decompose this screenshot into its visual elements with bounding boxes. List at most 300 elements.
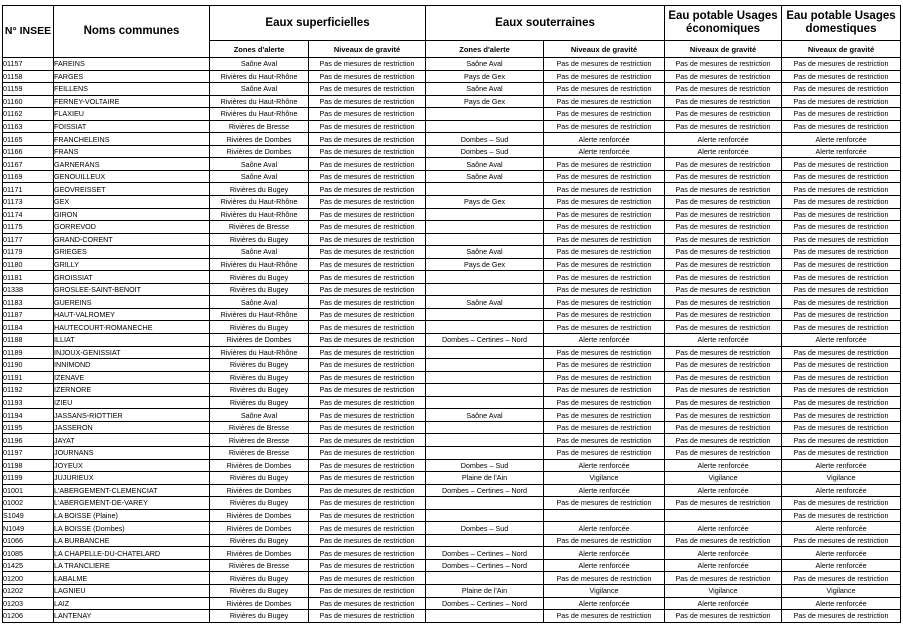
gravite-economique-cell: Pas de mesures de restriction (665, 58, 782, 71)
insee-cell: 01198 (3, 459, 54, 472)
gravite-economique-cell: Alerte renforcée (665, 559, 782, 572)
zone-superficielle-cell: Rivières du Haut-Rhône (210, 258, 309, 271)
insee-cell: 01202 (3, 584, 54, 597)
gravite-superficielle-cell: Pas de mesures de restriction (309, 145, 426, 158)
commune-cell: GRAND-CORENT (54, 233, 210, 246)
commune-cell: GROSLEE-SAINT-BENOIT (54, 283, 210, 296)
gravite-superficielle-cell: Pas de mesures de restriction (309, 572, 426, 585)
gravite-domestique-cell: Vigilance (782, 584, 901, 597)
commune-cell: GORREVOD (54, 221, 210, 234)
gravite-domestique-cell: Pas de mesures de restriction (782, 509, 901, 522)
gravite-domestique-cell: Pas de mesures de restriction (782, 221, 901, 234)
insee-cell: 01158 (3, 70, 54, 83)
commune-cell: GUEREINS (54, 296, 210, 309)
commune-cell: FERNEY-VOLTAIRE (54, 95, 210, 108)
zone-superficielle-cell: Rivières de Dombes (210, 522, 309, 535)
restriction-table (2, 5, 901, 623)
zone-superficielle-cell: Rivières de Bresse (210, 559, 309, 572)
gravite-economique-cell: Pas de mesures de restriction (665, 208, 782, 221)
gravite-superficielle-cell: Pas de mesures de restriction (309, 271, 426, 284)
commune-cell: JASSANS-RIOTTIER (54, 409, 210, 422)
commune-cell: LA BOISSE (Dombes) (54, 522, 210, 535)
gravite-economique-cell: Vigilance (665, 472, 782, 485)
gravite-economique-cell: Pas de mesures de restriction (665, 120, 782, 133)
commune-cell: GRIEGES (54, 246, 210, 259)
zone-souterraine-cell: Dombes – Certines – Nord (426, 484, 544, 497)
commune-cell: FLAXIEU (54, 108, 210, 121)
table-row (3, 133, 901, 146)
insee-cell: 01165 (3, 133, 54, 146)
insee-cell: 01184 (3, 321, 54, 334)
gravite-souterraine-cell: Pas de mesures de restriction (544, 183, 665, 196)
zone-superficielle-cell: Rivières du Bugey (210, 472, 309, 485)
gravite-souterraine-cell: Pas de mesures de restriction (544, 359, 665, 372)
table-row (3, 58, 901, 71)
gravite-economique-cell: Pas de mesures de restriction (665, 233, 782, 246)
gravite-domestique-cell: Pas de mesures de restriction (782, 58, 901, 71)
gravite-superficielle-cell: Pas de mesures de restriction (309, 208, 426, 221)
gravite-souterraine-cell: Pas de mesures de restriction (544, 409, 665, 422)
insee-cell: 01180 (3, 258, 54, 271)
gravite-economique-cell: Pas de mesures de restriction (665, 409, 782, 422)
table-row (3, 584, 901, 597)
zone-superficielle-cell: Saône Aval (210, 170, 309, 183)
table-row (3, 308, 901, 321)
insee-cell: S1049 (3, 509, 54, 522)
gravite-domestique-cell: Pas de mesures de restriction (782, 296, 901, 309)
gravite-souterraine-cell: Pas de mesures de restriction (544, 246, 665, 259)
zone-souterraine-cell (426, 221, 544, 234)
zone-superficielle-cell: Saône Aval (210, 158, 309, 171)
insee-cell: 01338 (3, 283, 54, 296)
zone-souterraine-cell (426, 120, 544, 133)
header-eaux-souterraines: Eaux souterraines (426, 6, 665, 41)
gravite-superficielle-cell: Pas de mesures de restriction (309, 384, 426, 397)
zone-souterraine-cell (426, 321, 544, 334)
gravite-souterraine-cell: Pas de mesures de restriction (544, 371, 665, 384)
zone-souterraine-cell (426, 509, 544, 522)
table-row (3, 359, 901, 372)
gravite-souterraine-cell: Pas de mesures de restriction (544, 497, 665, 510)
subheader-niveaux-gravite: Niveaux de gravité (544, 41, 665, 58)
zone-superficielle-cell: Rivières de Dombes (210, 484, 309, 497)
gravite-superficielle-cell: Pas de mesures de restriction (309, 83, 426, 96)
gravite-domestique-cell: Pas de mesures de restriction (782, 359, 901, 372)
zone-superficielle-cell: Saône Aval (210, 246, 309, 259)
table-row (3, 472, 901, 485)
gravite-superficielle-cell: Pas de mesures de restriction (309, 421, 426, 434)
gravite-souterraine-cell: Pas de mesures de restriction (544, 158, 665, 171)
commune-cell: JASSERON (54, 421, 210, 434)
table-row (3, 446, 901, 459)
gravite-domestique-cell: Pas de mesures de restriction (782, 371, 901, 384)
gravite-superficielle-cell: Pas de mesures de restriction (309, 359, 426, 372)
zone-superficielle-cell: Rivières du Bugey (210, 384, 309, 397)
insee-cell: 01001 (3, 484, 54, 497)
gravite-superficielle-cell: Pas de mesures de restriction (309, 308, 426, 321)
zone-souterraine-cell: Saône Aval (426, 83, 544, 96)
gravite-economique-cell: Pas de mesures de restriction (665, 196, 782, 209)
insee-cell: 01002 (3, 497, 54, 510)
gravite-superficielle-cell: Pas de mesures de restriction (309, 371, 426, 384)
gravite-souterraine-cell: Pas de mesures de restriction (544, 70, 665, 83)
gravite-superficielle-cell: Pas de mesures de restriction (309, 472, 426, 485)
gravite-domestique-cell: Pas de mesures de restriction (782, 396, 901, 409)
zone-superficielle-cell: Rivières du Bugey (210, 534, 309, 547)
insee-cell: 01194 (3, 409, 54, 422)
gravite-souterraine-cell: Vigilance (544, 584, 665, 597)
insee-cell: 01181 (3, 271, 54, 284)
insee-cell: 01197 (3, 446, 54, 459)
gravite-economique-cell: Pas de mesures de restriction (665, 610, 782, 623)
table-row (3, 346, 901, 359)
gravite-domestique-cell: Alerte renforcée (782, 522, 901, 535)
gravite-superficielle-cell: Pas de mesures de restriction (309, 584, 426, 597)
zone-superficielle-cell: Rivières de Dombes (210, 547, 309, 560)
gravite-domestique-cell: Pas de mesures de restriction (782, 271, 901, 284)
zone-souterraine-cell: Dombes – Sud (426, 522, 544, 535)
zone-superficielle-cell: Rivières de Bresse (210, 434, 309, 447)
table-row (3, 283, 901, 296)
gravite-superficielle-cell: Pas de mesures de restriction (309, 196, 426, 209)
insee-cell: 01085 (3, 547, 54, 560)
zone-souterraine-cell (426, 421, 544, 434)
zone-superficielle-cell: Rivières de Bresse (210, 446, 309, 459)
zone-souterraine-cell: Dombes – Certines – Nord (426, 547, 544, 560)
zone-superficielle-cell: Rivières du Bugey (210, 359, 309, 372)
gravite-souterraine-cell: Pas de mesures de restriction (544, 346, 665, 359)
gravite-domestique-cell: Pas de mesures de restriction (782, 572, 901, 585)
zone-superficielle-cell: Rivières du Haut-Rhône (210, 108, 309, 121)
gravite-economique-cell: Pas de mesures de restriction (665, 384, 782, 397)
commune-cell: LAGNIEU (54, 584, 210, 597)
gravite-superficielle-cell: Pas de mesures de restriction (309, 459, 426, 472)
insee-cell: 01200 (3, 572, 54, 585)
commune-cell: IZERNORE (54, 384, 210, 397)
commune-cell: L'ABERGEMENT-DE-VAREY (54, 497, 210, 510)
commune-cell: HAUT-VALROMEY (54, 308, 210, 321)
table-row (3, 70, 901, 83)
gravite-souterraine-cell: Alerte renforcée (544, 597, 665, 610)
gravite-superficielle-cell: Pas de mesures de restriction (309, 396, 426, 409)
gravite-superficielle-cell: Pas de mesures de restriction (309, 497, 426, 510)
table-row (3, 108, 901, 121)
gravite-superficielle-cell: Pas de mesures de restriction (309, 547, 426, 560)
gravite-domestique-cell: Pas de mesures de restriction (782, 497, 901, 510)
table-row (3, 597, 901, 610)
insee-cell: 01179 (3, 246, 54, 259)
subheader-zones-alerte: Zones d'alerte (426, 41, 544, 58)
zone-souterraine-cell (426, 534, 544, 547)
zone-souterraine-cell (426, 446, 544, 459)
gravite-souterraine-cell: Pas de mesures de restriction (544, 221, 665, 234)
table-row (3, 534, 901, 547)
commune-cell: FRANS (54, 145, 210, 158)
table-row (3, 509, 901, 522)
commune-cell: FARGES (54, 70, 210, 83)
gravite-domestique-cell: Pas de mesures de restriction (782, 409, 901, 422)
insee-cell: 01183 (3, 296, 54, 309)
zone-souterraine-cell: Plaine de l'Ain (426, 584, 544, 597)
zone-superficielle-cell: Rivières du Bugey (210, 283, 309, 296)
gravite-economique-cell: Pas de mesures de restriction (665, 183, 782, 196)
gravite-souterraine-cell: Alerte renforcée (544, 459, 665, 472)
gravite-economique-cell: Alerte renforcée (665, 547, 782, 560)
subheader-niveaux-gravite: Niveaux de gravité (309, 41, 426, 58)
gravite-economique-cell: Pas de mesures de restriction (665, 572, 782, 585)
gravite-economique-cell: Alerte renforcée (665, 484, 782, 497)
zone-superficielle-cell: Rivières du Bugey (210, 371, 309, 384)
table-row (3, 484, 901, 497)
gravite-domestique-cell: Alerte renforcée (782, 459, 901, 472)
zone-souterraine-cell: Dombes – Sud (426, 145, 544, 158)
insee-cell: 01171 (3, 183, 54, 196)
insee-cell: 01066 (3, 534, 54, 547)
zone-superficielle-cell: Rivières du Haut-Rhône (210, 95, 309, 108)
gravite-souterraine-cell (544, 509, 665, 522)
gravite-domestique-cell: Pas de mesures de restriction (782, 170, 901, 183)
table-row (3, 258, 901, 271)
gravite-souterraine-cell: Pas de mesures de restriction (544, 308, 665, 321)
gravite-souterraine-cell: Alerte renforcée (544, 133, 665, 146)
commune-cell: GROISSIAT (54, 271, 210, 284)
gravite-souterraine-cell: Pas de mesures de restriction (544, 321, 665, 334)
gravite-souterraine-cell: Pas de mesures de restriction (544, 610, 665, 623)
gravite-domestique-cell: Alerte renforcée (782, 133, 901, 146)
zone-superficielle-cell: Saône Aval (210, 58, 309, 71)
gravite-economique-cell: Pas de mesures de restriction (665, 70, 782, 83)
gravite-domestique-cell: Pas de mesures de restriction (782, 70, 901, 83)
subheader-niveaux-gravite: Niveaux de gravité (665, 41, 782, 58)
gravite-economique-cell: Pas de mesures de restriction (665, 246, 782, 259)
insee-cell: 01196 (3, 434, 54, 447)
insee-cell: 01157 (3, 58, 54, 71)
commune-cell: JOYEUX (54, 459, 210, 472)
header-insee: N° INSEE (3, 6, 54, 58)
gravite-superficielle-cell: Pas de mesures de restriction (309, 409, 426, 422)
gravite-superficielle-cell: Pas de mesures de restriction (309, 446, 426, 459)
gravite-domestique-cell: Pas de mesures de restriction (782, 208, 901, 221)
zone-superficielle-cell: Saône Aval (210, 409, 309, 422)
zone-souterraine-cell: Saône Aval (426, 296, 544, 309)
gravite-souterraine-cell: Pas de mesures de restriction (544, 58, 665, 71)
zone-souterraine-cell (426, 208, 544, 221)
commune-cell: ILLIAT (54, 334, 210, 347)
gravite-superficielle-cell: Pas de mesures de restriction (309, 346, 426, 359)
zone-souterraine-cell: Saône Aval (426, 158, 544, 171)
zone-superficielle-cell: Rivières du Bugey (210, 584, 309, 597)
gravite-superficielle-cell: Pas de mesures de restriction (309, 108, 426, 121)
commune-cell: IZENAVE (54, 371, 210, 384)
table-row (3, 145, 901, 158)
zone-superficielle-cell: Rivières du Bugey (210, 183, 309, 196)
zone-superficielle-cell: Rivières du Haut-Rhône (210, 70, 309, 83)
gravite-superficielle-cell: Pas de mesures de restriction (309, 509, 426, 522)
gravite-superficielle-cell: Pas de mesures de restriction (309, 70, 426, 83)
gravite-economique-cell: Pas de mesures de restriction (665, 446, 782, 459)
header-commune: Noms communes (54, 6, 210, 58)
gravite-souterraine-cell: Vigilance (544, 472, 665, 485)
insee-cell: 01425 (3, 559, 54, 572)
zone-souterraine-cell: Saône Aval (426, 170, 544, 183)
zone-superficielle-cell: Saône Aval (210, 296, 309, 309)
header-eau-potable-domestiques: Eau potable Usages domestiques (782, 6, 901, 41)
zone-souterraine-cell (426, 396, 544, 409)
subheader-niveaux-gravite: Niveaux de gravité (782, 41, 901, 58)
table-row (3, 95, 901, 108)
table-row (3, 384, 901, 397)
zone-superficielle-cell: Rivières du Bugey (210, 396, 309, 409)
zone-superficielle-cell: Rivières du Bugey (210, 233, 309, 246)
zone-superficielle-cell: Rivières de Dombes (210, 334, 309, 347)
insee-cell: 01206 (3, 610, 54, 623)
gravite-souterraine-cell: Pas de mesures de restriction (544, 296, 665, 309)
gravite-economique-cell: Pas de mesures de restriction (665, 283, 782, 296)
table-row (3, 83, 901, 96)
gravite-domestique-cell: Pas de mesures de restriction (782, 83, 901, 96)
gravite-economique-cell: Pas de mesures de restriction (665, 534, 782, 547)
table-row (3, 296, 901, 309)
table-row (3, 221, 901, 234)
table-row (3, 459, 901, 472)
insee-cell: 01188 (3, 334, 54, 347)
gravite-superficielle-cell: Pas de mesures de restriction (309, 133, 426, 146)
insee-cell: 01199 (3, 472, 54, 485)
gravite-superficielle-cell: Pas de mesures de restriction (309, 170, 426, 183)
gravite-souterraine-cell: Pas de mesures de restriction (544, 572, 665, 585)
insee-cell: 01167 (3, 158, 54, 171)
table-row (3, 409, 901, 422)
table-row (3, 497, 901, 510)
zone-souterraine-cell: Dombes – Certines – Nord (426, 597, 544, 610)
gravite-economique-cell: Alerte renforcée (665, 133, 782, 146)
commune-cell: GENOUILLEUX (54, 170, 210, 183)
gravite-superficielle-cell: Pas de mesures de restriction (309, 434, 426, 447)
zone-souterraine-cell (426, 610, 544, 623)
gravite-superficielle-cell: Pas de mesures de restriction (309, 233, 426, 246)
gravite-souterraine-cell: Pas de mesures de restriction (544, 396, 665, 409)
insee-cell: 01193 (3, 396, 54, 409)
zone-superficielle-cell: Rivières de Dombes (210, 597, 309, 610)
commune-cell: JUJURIEUX (54, 472, 210, 485)
gravite-domestique-cell: Pas de mesures de restriction (782, 434, 901, 447)
table-row (3, 271, 901, 284)
gravite-souterraine-cell: Pas de mesures de restriction (544, 233, 665, 246)
gravite-economique-cell: Pas de mesures de restriction (665, 434, 782, 447)
commune-cell: GIRON (54, 208, 210, 221)
zone-souterraine-cell: Dombes – Sud (426, 459, 544, 472)
gravite-superficielle-cell: Pas de mesures de restriction (309, 158, 426, 171)
zone-superficielle-cell: Saône Aval (210, 83, 309, 96)
gravite-superficielle-cell: Pas de mesures de restriction (309, 120, 426, 133)
gravite-domestique-cell: Pas de mesures de restriction (782, 183, 901, 196)
gravite-economique-cell: Pas de mesures de restriction (665, 308, 782, 321)
gravite-souterraine-cell: Pas de mesures de restriction (544, 446, 665, 459)
zone-souterraine-cell: Plaine de l'Ain (426, 472, 544, 485)
zone-souterraine-cell: Dombes – Certines – Nord (426, 334, 544, 347)
gravite-superficielle-cell: Pas de mesures de restriction (309, 95, 426, 108)
zone-souterraine-cell (426, 359, 544, 372)
gravite-economique-cell: Pas de mesures de restriction (665, 83, 782, 96)
gravite-economique-cell: Pas de mesures de restriction (665, 421, 782, 434)
gravite-souterraine-cell: Alerte renforcée (544, 484, 665, 497)
gravite-economique-cell: Pas de mesures de restriction (665, 371, 782, 384)
gravite-superficielle-cell: Pas de mesures de restriction (309, 221, 426, 234)
gravite-superficielle-cell: Pas de mesures de restriction (309, 258, 426, 271)
commune-cell: HAUTECOURT-ROMANECHE (54, 321, 210, 334)
gravite-domestique-cell: Pas de mesures de restriction (782, 346, 901, 359)
gravite-economique-cell: Alerte renforcée (665, 459, 782, 472)
gravite-domestique-cell: Vigilance (782, 472, 901, 485)
gravite-souterraine-cell: Alerte renforcée (544, 559, 665, 572)
zone-superficielle-cell: Rivières du Haut-Rhône (210, 196, 309, 209)
table-row (3, 421, 901, 434)
gravite-souterraine-cell: Pas de mesures de restriction (544, 108, 665, 121)
gravite-domestique-cell: Pas de mesures de restriction (782, 421, 901, 434)
table-body (3, 58, 901, 623)
gravite-economique-cell: Pas de mesures de restriction (665, 258, 782, 271)
insee-cell: 01166 (3, 145, 54, 158)
gravite-superficielle-cell: Pas de mesures de restriction (309, 246, 426, 259)
table-row (3, 522, 901, 535)
zone-souterraine-cell (426, 183, 544, 196)
insee-cell: 01160 (3, 95, 54, 108)
gravite-economique-cell: Alerte renforcée (665, 597, 782, 610)
table-row (3, 396, 901, 409)
insee-cell: 01159 (3, 83, 54, 96)
gravite-domestique-cell: Alerte renforcée (782, 547, 901, 560)
commune-cell: FOISSIAT (54, 120, 210, 133)
insee-cell: 01191 (3, 371, 54, 384)
table-row (3, 547, 901, 560)
gravite-domestique-cell: Pas de mesures de restriction (782, 108, 901, 121)
zone-souterraine-cell (426, 283, 544, 296)
gravite-economique-cell: Pas de mesures de restriction (665, 296, 782, 309)
table-row (3, 371, 901, 384)
gravite-souterraine-cell: Pas de mesures de restriction (544, 421, 665, 434)
gravite-domestique-cell: Pas de mesures de restriction (782, 95, 901, 108)
gravite-economique-cell: Pas de mesures de restriction (665, 271, 782, 284)
zone-superficielle-cell: Rivières du Haut-Rhône (210, 308, 309, 321)
gravite-souterraine-cell: Pas de mesures de restriction (544, 534, 665, 547)
gravite-economique-cell: Pas de mesures de restriction (665, 396, 782, 409)
header-row-1 (3, 6, 901, 41)
gravite-economique-cell: Alerte renforcée (665, 522, 782, 535)
gravite-domestique-cell: Pas de mesures de restriction (782, 610, 901, 623)
gravite-souterraine-cell: Pas de mesures de restriction (544, 208, 665, 221)
gravite-economique-cell: Pas de mesures de restriction (665, 497, 782, 510)
gravite-souterraine-cell: Pas de mesures de restriction (544, 384, 665, 397)
commune-cell: GEX (54, 196, 210, 209)
gravite-superficielle-cell: Pas de mesures de restriction (309, 334, 426, 347)
gravite-domestique-cell: Pas de mesures de restriction (782, 384, 901, 397)
gravite-souterraine-cell: Alerte renforcée (544, 547, 665, 560)
insee-cell: 01177 (3, 233, 54, 246)
zone-superficielle-cell: Rivières de Dombes (210, 145, 309, 158)
commune-cell: LA BOISSE (Plaine) (54, 509, 210, 522)
commune-cell: GRILLY (54, 258, 210, 271)
gravite-economique-cell: Pas de mesures de restriction (665, 108, 782, 121)
header-eau-potable-economiques: Eau potable Usages économiques (665, 6, 782, 41)
gravite-souterraine-cell: Alerte renforcée (544, 145, 665, 158)
zone-souterraine-cell (426, 308, 544, 321)
commune-cell: LA CHAPELLE-DU-CHATELARD (54, 547, 210, 560)
zone-superficielle-cell: Rivières de Bresse (210, 120, 309, 133)
commune-cell: INJOUX-GENISSIAT (54, 346, 210, 359)
gravite-souterraine-cell: Pas de mesures de restriction (544, 83, 665, 96)
zone-souterraine-cell (426, 572, 544, 585)
gravite-souterraine-cell: Pas de mesures de restriction (544, 434, 665, 447)
